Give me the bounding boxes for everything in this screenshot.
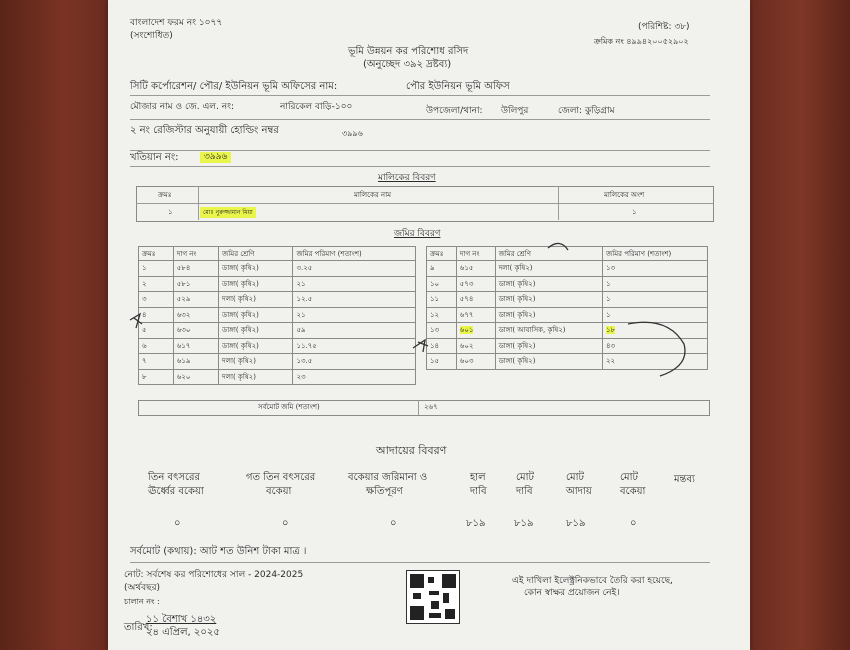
cell: ১	[139, 261, 174, 277]
cell: ১	[602, 307, 707, 323]
cell: ২১	[293, 307, 416, 323]
owners-heading: মালিকের বিবরণ	[378, 173, 436, 183]
col-amount: জমির পরিমাণ (শতাংশ)	[293, 247, 416, 261]
desk-left	[0, 0, 108, 650]
cell: ১৩	[427, 323, 457, 339]
cell: ৫৮৪	[173, 261, 218, 277]
cell-text: ৬০১	[459, 326, 474, 335]
cell: দলা( কৃষি২)	[219, 292, 293, 308]
cell: ডাঙ্গা( কৃষি২)	[495, 276, 602, 292]
cell: ৬১৯	[173, 354, 218, 370]
cell: ৬৭৭	[456, 307, 495, 323]
receipt-title: ভূমি উন্নয়ন কর পরিশোধ রসিদ	[348, 46, 469, 57]
cell: ৯	[427, 261, 457, 277]
col-amount: জমির পরিমাণ (শতাংশ)	[602, 247, 707, 261]
upazila-label: উপজেলা/থানা:	[426, 106, 483, 116]
date-label: তারিখ:	[124, 622, 153, 633]
cell: ৬১৭	[173, 338, 218, 354]
pay-col-label: মন্তব্য	[674, 474, 695, 485]
cell-text: ১৮	[605, 326, 616, 335]
cell: ৫৭৪	[456, 292, 495, 308]
upazila-value: উলিপুর	[501, 106, 529, 116]
pay-col-value: ০	[174, 518, 181, 529]
cell: ১২.৫	[293, 292, 416, 308]
pay-col-value: ৮১৯	[514, 518, 534, 529]
note-fiscal: (অর্থবছর)	[124, 583, 161, 593]
cell: ডাঙ্গা( কৃষি২)	[219, 323, 293, 339]
serial-number: ক্রমিক নং ৪৯৯৪২০০৫২৯০২	[594, 37, 689, 46]
cell: ৫৮১	[173, 276, 218, 292]
cell: ১১.৭৫	[293, 338, 416, 354]
cell: ৬৩০	[173, 323, 218, 339]
receipt-subtitle: (অনুচ্ছেদ ৩৯২ দ্রষ্টব্য)	[363, 59, 452, 70]
cell: ৮	[139, 369, 174, 385]
pay-col-value: ০	[390, 518, 397, 529]
pay-col-value: ৮১৯	[566, 518, 586, 529]
cell: ডাঙ্গা( কৃষি২)	[219, 338, 293, 354]
cell: ৬৩২	[173, 307, 218, 323]
land-total-label: সর্বমোট জমি (শতাংশ)	[258, 403, 320, 411]
form-number: বাংলাদেশ ফরম নং ১০৭৭	[130, 18, 223, 28]
pay-col-label: বকেয়ার জরিমানা ও	[348, 472, 428, 483]
pay-col-label: দাবি	[516, 486, 533, 497]
khatian-value: ৩৯৯৬	[200, 152, 231, 163]
cell: ৪	[139, 307, 174, 323]
pay-col-label: গত তিন বৎসরের	[246, 472, 316, 483]
cell: ১১	[427, 292, 457, 308]
cell: ডাঙ্গা( কৃষি২)	[219, 276, 293, 292]
pay-col-label: তিন বৎসরের	[148, 472, 201, 483]
cell: ৬	[139, 338, 174, 354]
cell: ৬০২	[456, 338, 495, 354]
cell: ডাঙ্গা( কৃষি২)	[495, 354, 602, 370]
divider	[130, 562, 710, 563]
cell: ৩	[139, 292, 174, 308]
pay-col-label: মোট	[620, 472, 638, 483]
note-last-year: নোট: সর্বশেষ কর পরিশোধের সাল - 2024-2025	[124, 570, 304, 580]
cell: ৫৯	[293, 323, 416, 339]
owners-col-name: মালিকের নাম	[354, 191, 392, 199]
mouza-value: নারিকেল বাড়ি-১০০	[280, 102, 353, 112]
holding-value: ৩৯৯৬	[342, 129, 363, 138]
form-revised: (সংশোধিত)	[130, 31, 173, 41]
land-heading: জমির বিবরণ	[394, 229, 441, 239]
electronic-note-1: এই দাখিলা ইলেক্ট্রনিকভাবে তৈরি করা হয়েছে,	[512, 576, 673, 586]
cell: দলা( কৃষি২)	[219, 369, 293, 385]
pay-col-label: হাল	[470, 472, 486, 483]
cell: ২	[139, 276, 174, 292]
pay-col-label: দাবি	[470, 486, 487, 497]
cell: ১৪	[427, 338, 457, 354]
cell: ৬২০	[173, 369, 218, 385]
cell: ৫৭৩	[456, 276, 495, 292]
pay-col-label: ঊর্ধ্বের বকেয়া	[148, 486, 204, 497]
cell: ২১	[293, 276, 416, 292]
cell: দলা( কৃষি২)	[495, 261, 602, 277]
col-dag: দাগ নং	[173, 247, 218, 261]
cell: ৬০৩	[456, 354, 495, 370]
cell: ২২	[602, 354, 707, 370]
cell: ১৩	[602, 261, 707, 277]
khatian-label: খতিয়ান নং:	[130, 152, 179, 163]
office-value: পৌর ইউনিয়ন ভূমি অফিস	[406, 81, 510, 92]
col-dag: দাগ নং	[456, 247, 495, 261]
date-bengali: ১১ বৈশাখ ১৪৩২	[146, 614, 217, 625]
pay-col-label: আদায়	[566, 486, 592, 497]
pay-col-value: ৮১৯	[466, 518, 486, 529]
col-class: জমির শ্রেণি	[495, 247, 602, 261]
holding-label: ২ নং রেজিস্টার অনুযায়ী হোল্ডিং নম্বর	[130, 125, 279, 136]
cell: ডাঙ্গা( কৃষি২)	[219, 261, 293, 277]
pay-col-label: মোট	[516, 472, 534, 483]
district-value: কুড়িগ্রাম	[585, 106, 615, 116]
cell: ৫	[139, 323, 174, 339]
cell: ৩.২৫	[293, 261, 416, 277]
col-class: জমির শ্রেণি	[219, 247, 293, 261]
challan-number: চালান নং :	[124, 597, 160, 606]
cell: ডাঙ্গা( কৃষি২)	[219, 307, 293, 323]
cell: ১২	[427, 307, 457, 323]
cell: ডাঙ্গা( কৃষি২)	[495, 292, 602, 308]
cell: ২৩	[293, 369, 416, 385]
pay-col-label: মোট	[566, 472, 584, 483]
cell: ১৫	[427, 354, 457, 370]
col-serial: ক্রমঃ	[427, 247, 457, 261]
cell: ১০	[427, 276, 457, 292]
cell: ডাঙ্গা( কৃষি২)	[495, 338, 602, 354]
cell: ৬১৫	[456, 261, 495, 277]
owners-col-serial: ক্রমঃ	[158, 191, 172, 199]
date-english: ২৪ এপ্রিল, ২০২৫	[146, 627, 220, 638]
cell: ডাঙ্গা( কৃষি২)	[495, 307, 602, 323]
cell: ৭	[139, 354, 174, 370]
pay-col-value: ০	[282, 518, 289, 529]
pay-col-label: ক্ষতিপূরণ	[366, 486, 403, 497]
owner-share: ১	[632, 208, 637, 216]
owner-name: মোঃ নুরুজ্জামান মিয়া	[200, 207, 256, 218]
district-label: জেলা:	[558, 106, 583, 116]
col-serial: ক্রমঃ	[139, 247, 174, 261]
pay-col-value: ০	[630, 518, 637, 529]
cell: ১	[602, 292, 707, 308]
cell: ১৩.৫	[293, 354, 416, 370]
office-label: সিটি কর্পোরেশন/ পৌর/ ইউনিয়ন ভূমি অফিসের নাম:	[130, 81, 338, 92]
appendix-label: (পরিশিষ্ট: ৩৮)	[638, 22, 690, 32]
qr-code-icon	[406, 570, 460, 624]
cell: দলা( কৃষি২)	[219, 354, 293, 370]
cell: ১	[602, 276, 707, 292]
cell: ৫২৯	[173, 292, 218, 308]
owner-serial: ১	[168, 208, 173, 216]
payment-heading: আদায়ের বিবরণ	[376, 444, 447, 457]
desk-right	[750, 0, 850, 650]
electronic-note-2: কোন স্বাক্ষর প্রয়োজন নেই।	[524, 588, 620, 598]
owners-col-share: মালিকের অংশ	[604, 191, 645, 199]
total-in-words: সর্বমোট (কথায়): আট শত উনিশ টাকা মাত্র ।	[130, 546, 307, 557]
receipt-paper	[108, 0, 750, 650]
pay-col-label: বকেয়া	[266, 486, 292, 497]
mouza-label: মৌজার নাম ও জে. এল. নং:	[130, 102, 234, 112]
land-total-value: ২৬৭	[424, 403, 438, 411]
cell: ডাঙ্গা( আবাসিক, কৃষি২)	[495, 323, 602, 339]
cell: ৪৩	[602, 338, 707, 354]
pay-col-label: বকেয়া	[620, 486, 646, 497]
